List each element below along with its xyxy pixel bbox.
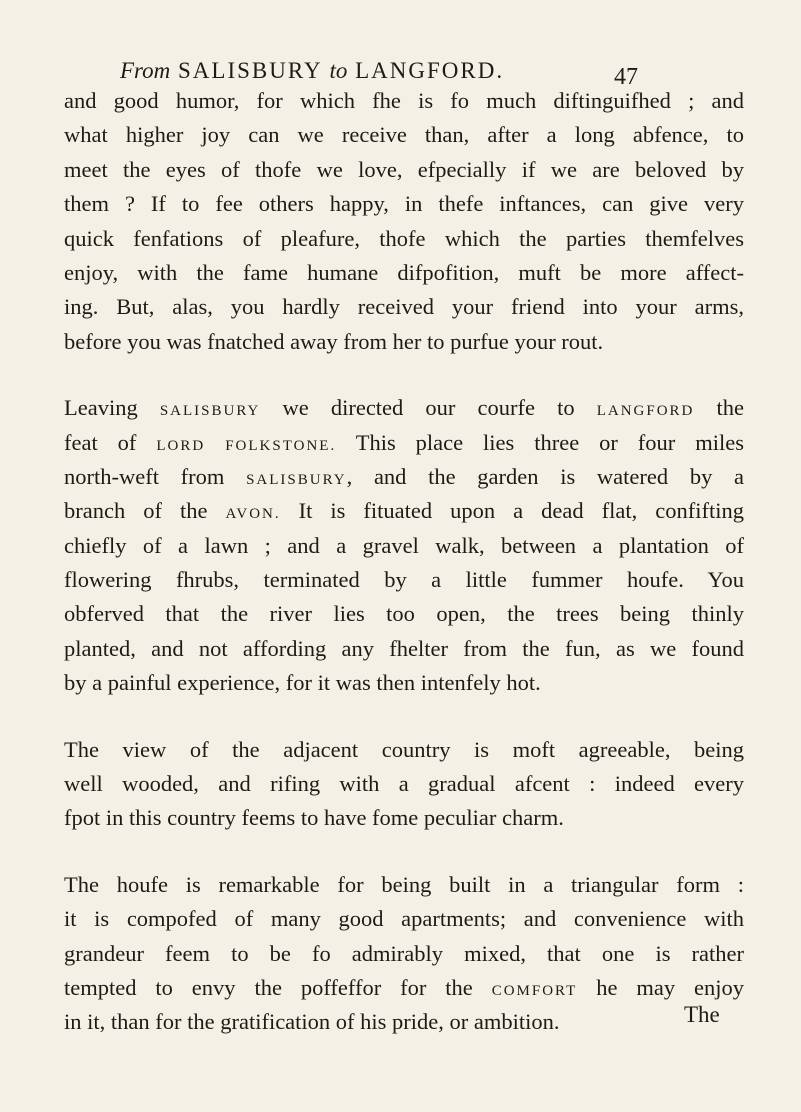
paragraph-gap — [64, 836, 744, 868]
text-segment: we directed our courfe to — [260, 395, 597, 421]
paragraph — [64, 733, 744, 836]
text-segment: The view of the adjacent country is moft agreeable, being — [64, 736, 744, 762]
text-segment: it is compofed of many good apartments; and convenience with — [64, 906, 744, 932]
text-line — [64, 426, 744, 460]
running-head-from: From — [120, 58, 171, 83]
body-text — [64, 84, 744, 1040]
text-segment: them ? If to fee others happy, in thefe inftances, can give very — [64, 191, 744, 217]
text-line — [64, 187, 744, 221]
paragraph-gap — [64, 359, 744, 391]
running-head-origin: SALISBURY — [178, 58, 322, 83]
text-segment: in it, than for the gratification of his pride, or ambition. — [64, 1009, 560, 1035]
catchword: The — [684, 1002, 720, 1027]
text-segment: obferved that the river lies too open, the trees being thinly — [64, 601, 744, 627]
text-line — [64, 801, 744, 835]
small-caps-name: COMFORT — [491, 982, 578, 999]
text-line — [64, 290, 744, 324]
text-line — [64, 118, 744, 152]
text-line — [64, 902, 744, 936]
text-segment: north-weft from — [64, 463, 247, 489]
paragraph — [64, 391, 744, 701]
text-segment: meet the eyes of thofe we love, efpecially if we are beloved by — [64, 156, 744, 182]
text-line — [64, 84, 744, 118]
text-segment: he may enjoy — [577, 974, 745, 1000]
paragraph — [64, 84, 744, 359]
text-line — [64, 632, 744, 666]
text-line — [64, 767, 744, 801]
text-line — [64, 733, 744, 767]
text-line — [64, 868, 744, 902]
text-segment: enjoy, with the fame humane difpofition, muft be more affect- — [64, 259, 744, 285]
text-segment: well wooded, and rifing with a gradual afcent : indeed every — [64, 771, 744, 797]
running-head-to: to — [329, 58, 348, 83]
small-caps-name: SALISBURY — [159, 403, 261, 420]
text-segment: fpot in this country feems to have fome peculiar charm. — [64, 805, 564, 831]
text-segment: feat of — [64, 429, 157, 455]
small-caps-name: AVON. — [225, 506, 281, 523]
paragraph — [64, 868, 744, 1040]
text-segment: This place lies three or four miles — [336, 429, 744, 455]
text-segment: before you was fnatched away from her to purfue your rout. — [64, 328, 604, 354]
paragraph-gap — [64, 701, 744, 733]
text-segment: chiefly of a lawn ; and a gravel walk, between a plantation of — [64, 532, 744, 558]
text-segment: branch of the — [64, 498, 226, 524]
small-caps-name: LORD FOLKSTONE. — [156, 437, 337, 454]
small-caps-name: SALISBURY — [246, 471, 347, 488]
text-line — [64, 153, 744, 187]
text-line — [64, 494, 744, 528]
text-line — [64, 460, 744, 494]
text-segment: grandeur feem to be fo admirably mixed, that one is rather — [64, 940, 744, 966]
text-segment: It is fituated upon a dead flat, confifting — [280, 498, 744, 524]
text-line — [64, 391, 744, 425]
text-line — [64, 937, 744, 971]
text-line — [64, 256, 744, 290]
small-caps-name: LANGFORD — [596, 403, 695, 420]
text-segment: what higher joy can we receive than, after a long abfence, to — [64, 122, 744, 148]
text-segment: the — [694, 395, 744, 421]
text-segment: and good humor, for which fhe is fo much diftinguifhed ; and — [64, 88, 744, 113]
running-head — [120, 58, 660, 84]
text-line — [64, 563, 744, 597]
page-number: 47 — [614, 64, 638, 90]
text-segment: by a painful experience, for it was then intenfely hot. — [64, 670, 541, 696]
text-line — [64, 971, 744, 1005]
text-segment: The houfe is remarkable for being built in a triangular form : — [64, 871, 744, 897]
text-segment: ing. But, alas, you hardly received your friend into your arms, — [64, 294, 744, 320]
text-segment: flowering fhrubs, terminated by a little fummer houfe. You — [64, 567, 744, 593]
text-line — [64, 597, 744, 631]
text-segment: planted, and not affording any fhelter from the fun, as we found — [64, 635, 744, 661]
text-segment: , and the garden is watered by a — [346, 463, 744, 489]
text-segment: quick fenfations of pleafure, thofe which the parties themfelves — [64, 225, 744, 251]
text-segment: tempted to envy the poffeffor for the — [64, 974, 492, 1000]
text-segment: Leaving — [64, 395, 160, 421]
text-line — [64, 325, 744, 359]
running-head-destination: LANGFORD. — [355, 58, 505, 83]
text-line — [64, 1005, 744, 1039]
text-line — [64, 529, 744, 563]
text-line — [64, 666, 744, 700]
text-line — [64, 222, 744, 256]
